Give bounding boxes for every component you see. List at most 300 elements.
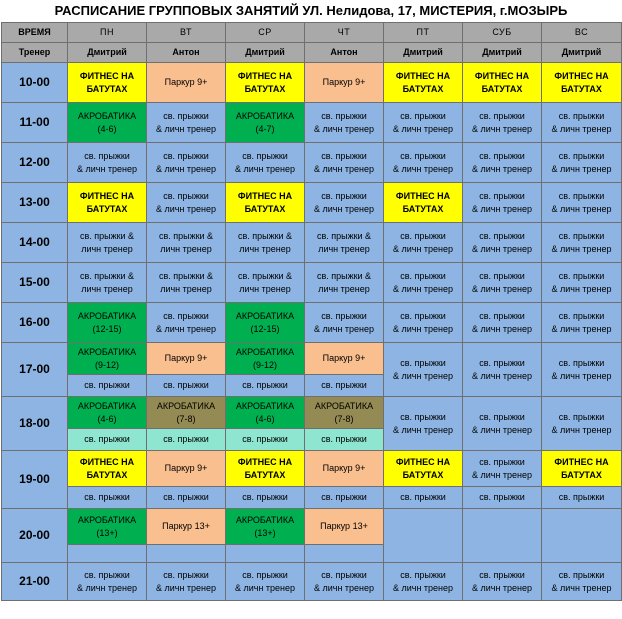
class-name: св. прыжки xyxy=(479,569,525,580)
class-name: личн тренер xyxy=(160,283,212,294)
class-name: & личн тренер xyxy=(234,582,296,593)
class-cell xyxy=(147,429,226,451)
time-cell: 14-00 xyxy=(2,223,68,263)
class-cell xyxy=(147,63,226,103)
class-name: АКРОБАТИКА xyxy=(235,110,295,121)
class-cell xyxy=(68,397,147,429)
class-name: св. прыжки xyxy=(163,492,209,502)
class-cell xyxy=(542,303,622,343)
class-cell xyxy=(305,183,384,223)
class-name: & личн тренер xyxy=(551,283,612,294)
trainer-mon: Дмитрий xyxy=(68,43,147,63)
time-row xyxy=(2,343,622,375)
trainer-sun: Дмитрий xyxy=(542,43,622,63)
class-name: св. прыжки xyxy=(558,230,605,241)
time-cell: 11-00 xyxy=(2,103,68,143)
class-name: Паркур 9+ xyxy=(322,77,366,87)
time-row xyxy=(2,263,622,303)
class-name: св. прыжки xyxy=(84,434,130,444)
class-name: БАТУТАХ xyxy=(402,469,444,480)
class-name: ФИТНЕС НА xyxy=(237,190,293,201)
class-cell xyxy=(147,263,226,303)
class-cell xyxy=(68,143,147,183)
class-name: св. прыжки xyxy=(479,411,525,422)
class-name: & личн тренер xyxy=(471,370,533,381)
class-name: личн тренер xyxy=(81,283,133,294)
class-cell xyxy=(463,563,542,601)
class-name: св. прыжки xyxy=(242,434,288,444)
class-name: св. прыжки xyxy=(84,569,130,580)
time-subrow xyxy=(2,487,622,509)
class-name: БАТУТАХ xyxy=(86,469,128,480)
class-name: & личн тренер xyxy=(471,469,533,480)
class-cell xyxy=(305,509,384,545)
class-name: св. прыжки xyxy=(479,310,525,321)
class-cell xyxy=(305,375,384,397)
class-name: св. прыжки xyxy=(321,110,367,121)
class-name: & личн тренер xyxy=(155,323,217,334)
class-name: св. прыжки xyxy=(321,190,367,201)
class-cell xyxy=(463,183,542,223)
class-name: БАТУТАХ xyxy=(244,469,286,480)
class-cell xyxy=(542,451,622,487)
class-cell xyxy=(68,487,147,509)
class-name: св. прыжки xyxy=(84,380,130,390)
class-name: & личн тренер xyxy=(392,163,454,174)
class-name: ФИТНЕС НА xyxy=(79,190,135,201)
class-name: св. прыжки xyxy=(479,190,525,201)
class-cell xyxy=(305,487,384,509)
class-name: св. прыжки xyxy=(242,492,288,502)
class-name: АКРОБАТИКА xyxy=(235,310,295,321)
day-header-fri: ПТ xyxy=(384,23,463,43)
schedule-table xyxy=(1,22,622,601)
class-name: БАТУТАХ xyxy=(561,469,602,480)
day-header-thu: ЧТ xyxy=(305,23,384,43)
class-name: & личн тренер xyxy=(471,424,533,435)
class-name: св. прыжки xyxy=(479,357,525,368)
class-cell xyxy=(542,343,622,397)
class-name: АКРОБАТИКА xyxy=(77,400,137,411)
class-name: & личн тренер xyxy=(551,370,612,381)
class-name: & личн тренер xyxy=(551,163,612,174)
class-cell xyxy=(68,263,147,303)
class-cell xyxy=(147,397,226,429)
class-name: Паркур 9+ xyxy=(164,463,208,473)
header-row xyxy=(2,23,622,43)
class-name: & личн тренер xyxy=(392,283,454,294)
class-name: св. прыжки xyxy=(163,150,209,161)
class-name: Паркур 9+ xyxy=(322,353,366,363)
class-cell xyxy=(542,103,622,143)
class-cell xyxy=(384,263,463,303)
class-cell xyxy=(463,263,542,303)
class-cell xyxy=(305,451,384,487)
time-cell: 18-00 xyxy=(2,397,68,451)
class-name: & личн тренер xyxy=(471,123,533,134)
class-name: & личн тренер xyxy=(76,163,138,174)
class-cell xyxy=(384,509,463,563)
class-name: & личн тренер xyxy=(155,123,217,134)
class-name: АКРОБАТИКА xyxy=(235,346,295,357)
day-header-sun: ВС xyxy=(542,23,622,43)
time-cell: 19-00 xyxy=(2,451,68,509)
time-row xyxy=(2,397,622,429)
class-cell xyxy=(384,303,463,343)
class-name: св. прыжки xyxy=(321,569,367,580)
class-cell xyxy=(226,375,305,397)
class-name: ФИТНЕС НА xyxy=(237,70,293,81)
time-row xyxy=(2,451,622,487)
class-cell xyxy=(305,397,384,429)
class-age: (13+) xyxy=(96,527,118,538)
class-cell xyxy=(384,223,463,263)
class-name: & личн тренер xyxy=(313,163,375,174)
class-name: св. прыжки xyxy=(400,569,446,580)
class-cell xyxy=(68,103,147,143)
class-name: св. прыжки & xyxy=(316,270,372,281)
class-name: АКРОБАТИКА xyxy=(235,400,295,411)
class-age: (13+) xyxy=(254,527,276,538)
class-name: БАТУТАХ xyxy=(86,83,128,94)
time-cell: 21-00 xyxy=(2,563,68,601)
time-row xyxy=(2,143,622,183)
class-name: св. прыжки xyxy=(558,150,605,161)
class-cell xyxy=(147,343,226,375)
class-name: АКРОБАТИКА xyxy=(77,310,137,321)
class-cell xyxy=(147,487,226,509)
class-cell xyxy=(68,375,147,397)
class-cell xyxy=(384,343,463,397)
class-cell xyxy=(542,397,622,451)
class-name: ФИТНЕС НА xyxy=(554,70,609,81)
class-name: БАТУТАХ xyxy=(86,203,128,214)
class-name: св. прыжки & xyxy=(158,230,214,241)
class-name: св. прыжки xyxy=(400,230,446,241)
class-name: св. прыжки xyxy=(321,380,367,390)
class-name: св. прыжки xyxy=(321,434,367,444)
trainer-thu: Антон xyxy=(305,43,384,63)
class-cell xyxy=(147,223,226,263)
time-cell: 17-00 xyxy=(2,343,68,397)
class-name: св. прыжки xyxy=(558,492,605,502)
class-name: св. прыжки xyxy=(163,434,209,444)
class-name: & личн тренер xyxy=(471,243,533,254)
class-name: БАТУТАХ xyxy=(244,203,286,214)
class-name: ФИТНЕС НА xyxy=(395,190,451,201)
class-name: & личн тренер xyxy=(155,163,217,174)
time-cell: 15-00 xyxy=(2,263,68,303)
class-name: Паркур 9+ xyxy=(322,463,366,473)
class-name: & личн тренер xyxy=(471,582,533,593)
class-name: ФИТНЕС НА xyxy=(237,456,293,467)
class-name: св. прыжки xyxy=(400,270,446,281)
class-name: св. прыжки xyxy=(558,110,605,121)
class-cell xyxy=(147,563,226,601)
class-age: (4-6) xyxy=(97,123,117,134)
class-age: (12-15) xyxy=(250,323,280,334)
class-cell xyxy=(68,63,147,103)
class-name: личн тренер xyxy=(318,243,370,254)
class-cell xyxy=(226,223,305,263)
class-name: св. прыжки xyxy=(84,150,130,161)
class-cell xyxy=(147,183,226,223)
class-cell xyxy=(542,509,622,563)
class-cell xyxy=(226,563,305,601)
class-name: БАТУТАХ xyxy=(244,83,286,94)
class-cell xyxy=(463,397,542,451)
class-name: св. прыжки xyxy=(479,456,525,467)
class-cell xyxy=(463,451,542,487)
class-name: св. прыжки xyxy=(163,110,209,121)
class-cell xyxy=(463,103,542,143)
class-name: св. прыжки & xyxy=(79,270,135,281)
class-name: св. прыжки xyxy=(400,492,446,502)
class-age: (9-12) xyxy=(94,359,119,370)
time-cell: 20-00 xyxy=(2,509,68,563)
class-cell xyxy=(463,487,542,509)
class-name: & личн тренер xyxy=(471,203,533,214)
class-cell xyxy=(68,343,147,375)
class-name: & личн тренер xyxy=(551,323,612,334)
class-name: ФИТНЕС НА xyxy=(474,70,530,81)
class-name: Паркур 9+ xyxy=(164,353,208,363)
class-name: & личн тренер xyxy=(155,203,217,214)
trainer-label: Тренер xyxy=(2,43,68,63)
class-name: св. прыжки xyxy=(479,110,525,121)
page-title: РАСПИСАНИЕ ГРУППОВЫХ ЗАНЯТИЙ УЛ. Нелидова, 17, МИСТЕРИЯ, г.МОЗЫРЬ xyxy=(54,3,568,18)
class-cell xyxy=(68,451,147,487)
class-name: св. прыжки & xyxy=(237,270,293,281)
class-cell xyxy=(542,143,622,183)
time-row xyxy=(2,103,622,143)
class-cell xyxy=(68,563,147,601)
trainer-wed: Дмитрий xyxy=(226,43,305,63)
day-header-sat: СУБ xyxy=(463,23,542,43)
class-name: БАТУТАХ xyxy=(402,83,444,94)
class-cell xyxy=(226,263,305,303)
class-name: св. прыжки xyxy=(400,357,446,368)
class-cell xyxy=(384,183,463,223)
class-name: & личн тренер xyxy=(313,123,375,134)
class-name: & личн тренер xyxy=(313,582,375,593)
class-name: св. прыжки xyxy=(400,150,446,161)
time-row xyxy=(2,223,622,263)
class-name: АКРОБАТИКА xyxy=(235,514,295,525)
class-name: личн тренер xyxy=(81,243,133,254)
class-name: ФИТНЕС НА xyxy=(79,456,135,467)
class-name: Паркур 9+ xyxy=(164,77,208,87)
class-cell xyxy=(226,397,305,429)
class-name: св. прыжки xyxy=(558,569,605,580)
class-name: св. прыжки xyxy=(479,270,525,281)
class-name: св. прыжки & xyxy=(237,230,293,241)
class-name: св. прыжки xyxy=(558,411,605,422)
class-cell xyxy=(226,143,305,183)
time-row xyxy=(2,509,622,545)
class-name: св. прыжки xyxy=(163,190,209,201)
class-name: ФИТНЕС НА xyxy=(79,70,135,81)
class-name: & личн тренер xyxy=(76,582,138,593)
day-header-mon: ПН xyxy=(68,23,147,43)
class-name: & личн тренер xyxy=(392,370,454,381)
class-cell xyxy=(226,183,305,223)
class-name: личн тренер xyxy=(239,243,291,254)
class-name: & личн тренер xyxy=(551,243,612,254)
trainer-tue: Антон xyxy=(147,43,226,63)
class-cell xyxy=(68,223,147,263)
class-cell xyxy=(226,63,305,103)
class-cell xyxy=(68,303,147,343)
class-name: & личн тренер xyxy=(313,203,375,214)
class-name: личн тренер xyxy=(318,283,370,294)
class-cell xyxy=(68,183,147,223)
class-name: св. прыжки xyxy=(479,492,525,502)
trainer-fri: Дмитрий xyxy=(384,43,463,63)
class-name: св. прыжки xyxy=(163,310,209,321)
class-cell xyxy=(147,143,226,183)
class-name: & личн тренер xyxy=(392,123,454,134)
class-name: св. прыжки xyxy=(321,492,367,502)
class-name: Паркур 13+ xyxy=(162,521,210,531)
class-age: (7-8) xyxy=(176,413,196,424)
class-cell xyxy=(463,63,542,103)
class-cell xyxy=(384,103,463,143)
class-cell xyxy=(384,63,463,103)
class-cell xyxy=(305,429,384,451)
class-name: АКРОБАТИКА xyxy=(77,514,137,525)
class-cell xyxy=(305,545,384,563)
class-cell xyxy=(226,343,305,375)
time-cell: 10-00 xyxy=(2,63,68,103)
class-cell xyxy=(463,303,542,343)
class-cell xyxy=(226,487,305,509)
class-age: (7-8) xyxy=(334,413,354,424)
class-name: БАТУТАХ xyxy=(561,83,602,94)
trainer-sat: Дмитрий xyxy=(463,43,542,63)
class-name: & личн тренер xyxy=(392,582,454,593)
trainer-row xyxy=(2,43,622,63)
class-cell xyxy=(542,563,622,601)
class-cell xyxy=(305,303,384,343)
time-column-header: ВРЕМЯ xyxy=(2,23,68,43)
class-name: личн тренер xyxy=(160,243,212,254)
class-cell xyxy=(68,545,147,563)
class-name: ФИТНЕС НА xyxy=(395,456,451,467)
class-cell xyxy=(384,143,463,183)
class-cell xyxy=(147,103,226,143)
class-cell xyxy=(384,451,463,487)
class-cell xyxy=(463,343,542,397)
class-cell xyxy=(463,223,542,263)
class-cell xyxy=(305,143,384,183)
class-name: & личн тренер xyxy=(551,123,612,134)
day-header-tue: ВТ xyxy=(147,23,226,43)
class-age: (9-12) xyxy=(252,359,277,370)
class-cell xyxy=(147,545,226,563)
time-cell: 13-00 xyxy=(2,183,68,223)
class-name: & личн тренер xyxy=(392,243,454,254)
class-cell xyxy=(147,375,226,397)
class-cell xyxy=(305,103,384,143)
class-name: св. прыжки xyxy=(558,357,605,368)
class-cell xyxy=(68,509,147,545)
class-name: св. прыжки xyxy=(558,270,605,281)
class-name: св. прыжки xyxy=(558,310,605,321)
class-name: св. прыжки xyxy=(400,110,446,121)
class-name: св. прыжки xyxy=(400,411,446,422)
day-header-wed: СР xyxy=(226,23,305,43)
time-row xyxy=(2,63,622,103)
class-name: личн тренер xyxy=(239,283,291,294)
class-cell xyxy=(226,545,305,563)
class-cell xyxy=(384,563,463,601)
time-cell: 16-00 xyxy=(2,303,68,343)
class-name: ФИТНЕС НА xyxy=(554,456,609,467)
class-name: св. прыжки xyxy=(163,569,209,580)
class-name: & личн тренер xyxy=(392,424,454,435)
class-name: Паркур 13+ xyxy=(320,521,368,531)
class-name: АКРОБАТИКА xyxy=(314,400,374,411)
class-cell xyxy=(542,63,622,103)
class-name: & личн тренер xyxy=(471,323,533,334)
class-cell xyxy=(542,487,622,509)
class-name: АКРОБАТИКА xyxy=(77,110,137,121)
class-cell xyxy=(226,103,305,143)
class-name: св. прыжки & xyxy=(158,270,214,281)
class-cell xyxy=(226,451,305,487)
class-name: & личн тренер xyxy=(551,582,612,593)
class-name: св. прыжки xyxy=(242,569,288,580)
class-name: & личн тренер xyxy=(313,323,375,334)
class-name: АКРОБАТИКА xyxy=(156,400,216,411)
class-name: св. прыжки & xyxy=(79,230,135,241)
class-age: (4-6) xyxy=(255,413,275,424)
class-cell xyxy=(463,509,542,563)
class-name: св. прыжки xyxy=(242,150,288,161)
class-name: ФИТНЕС НА xyxy=(395,70,451,81)
class-cell xyxy=(147,509,226,545)
class-cell xyxy=(226,303,305,343)
class-cell xyxy=(147,303,226,343)
class-cell xyxy=(542,263,622,303)
class-cell xyxy=(542,183,622,223)
class-cell xyxy=(68,429,147,451)
class-age: (12-15) xyxy=(92,323,122,334)
class-name: & личн тренер xyxy=(392,323,454,334)
class-name: & личн тренер xyxy=(234,163,296,174)
class-name: АКРОБАТИКА xyxy=(77,346,137,357)
class-cell xyxy=(384,397,463,451)
class-name: св. прыжки xyxy=(479,230,525,241)
time-cell: 12-00 xyxy=(2,143,68,183)
class-age: (4-7) xyxy=(255,123,275,134)
time-row xyxy=(2,183,622,223)
class-cell xyxy=(226,509,305,545)
class-name: & личн тренер xyxy=(471,283,533,294)
class-cell xyxy=(305,563,384,601)
class-name: св. прыжки xyxy=(84,492,130,502)
class-cell xyxy=(305,223,384,263)
class-cell xyxy=(305,343,384,375)
class-cell xyxy=(147,451,226,487)
class-name: св. прыжки & xyxy=(316,230,372,241)
class-name: св. прыжки xyxy=(321,150,367,161)
time-row xyxy=(2,303,622,343)
class-name: св. прыжки xyxy=(321,310,367,321)
class-name: & личн тренер xyxy=(551,424,612,435)
class-name: & личн тренер xyxy=(551,203,612,214)
